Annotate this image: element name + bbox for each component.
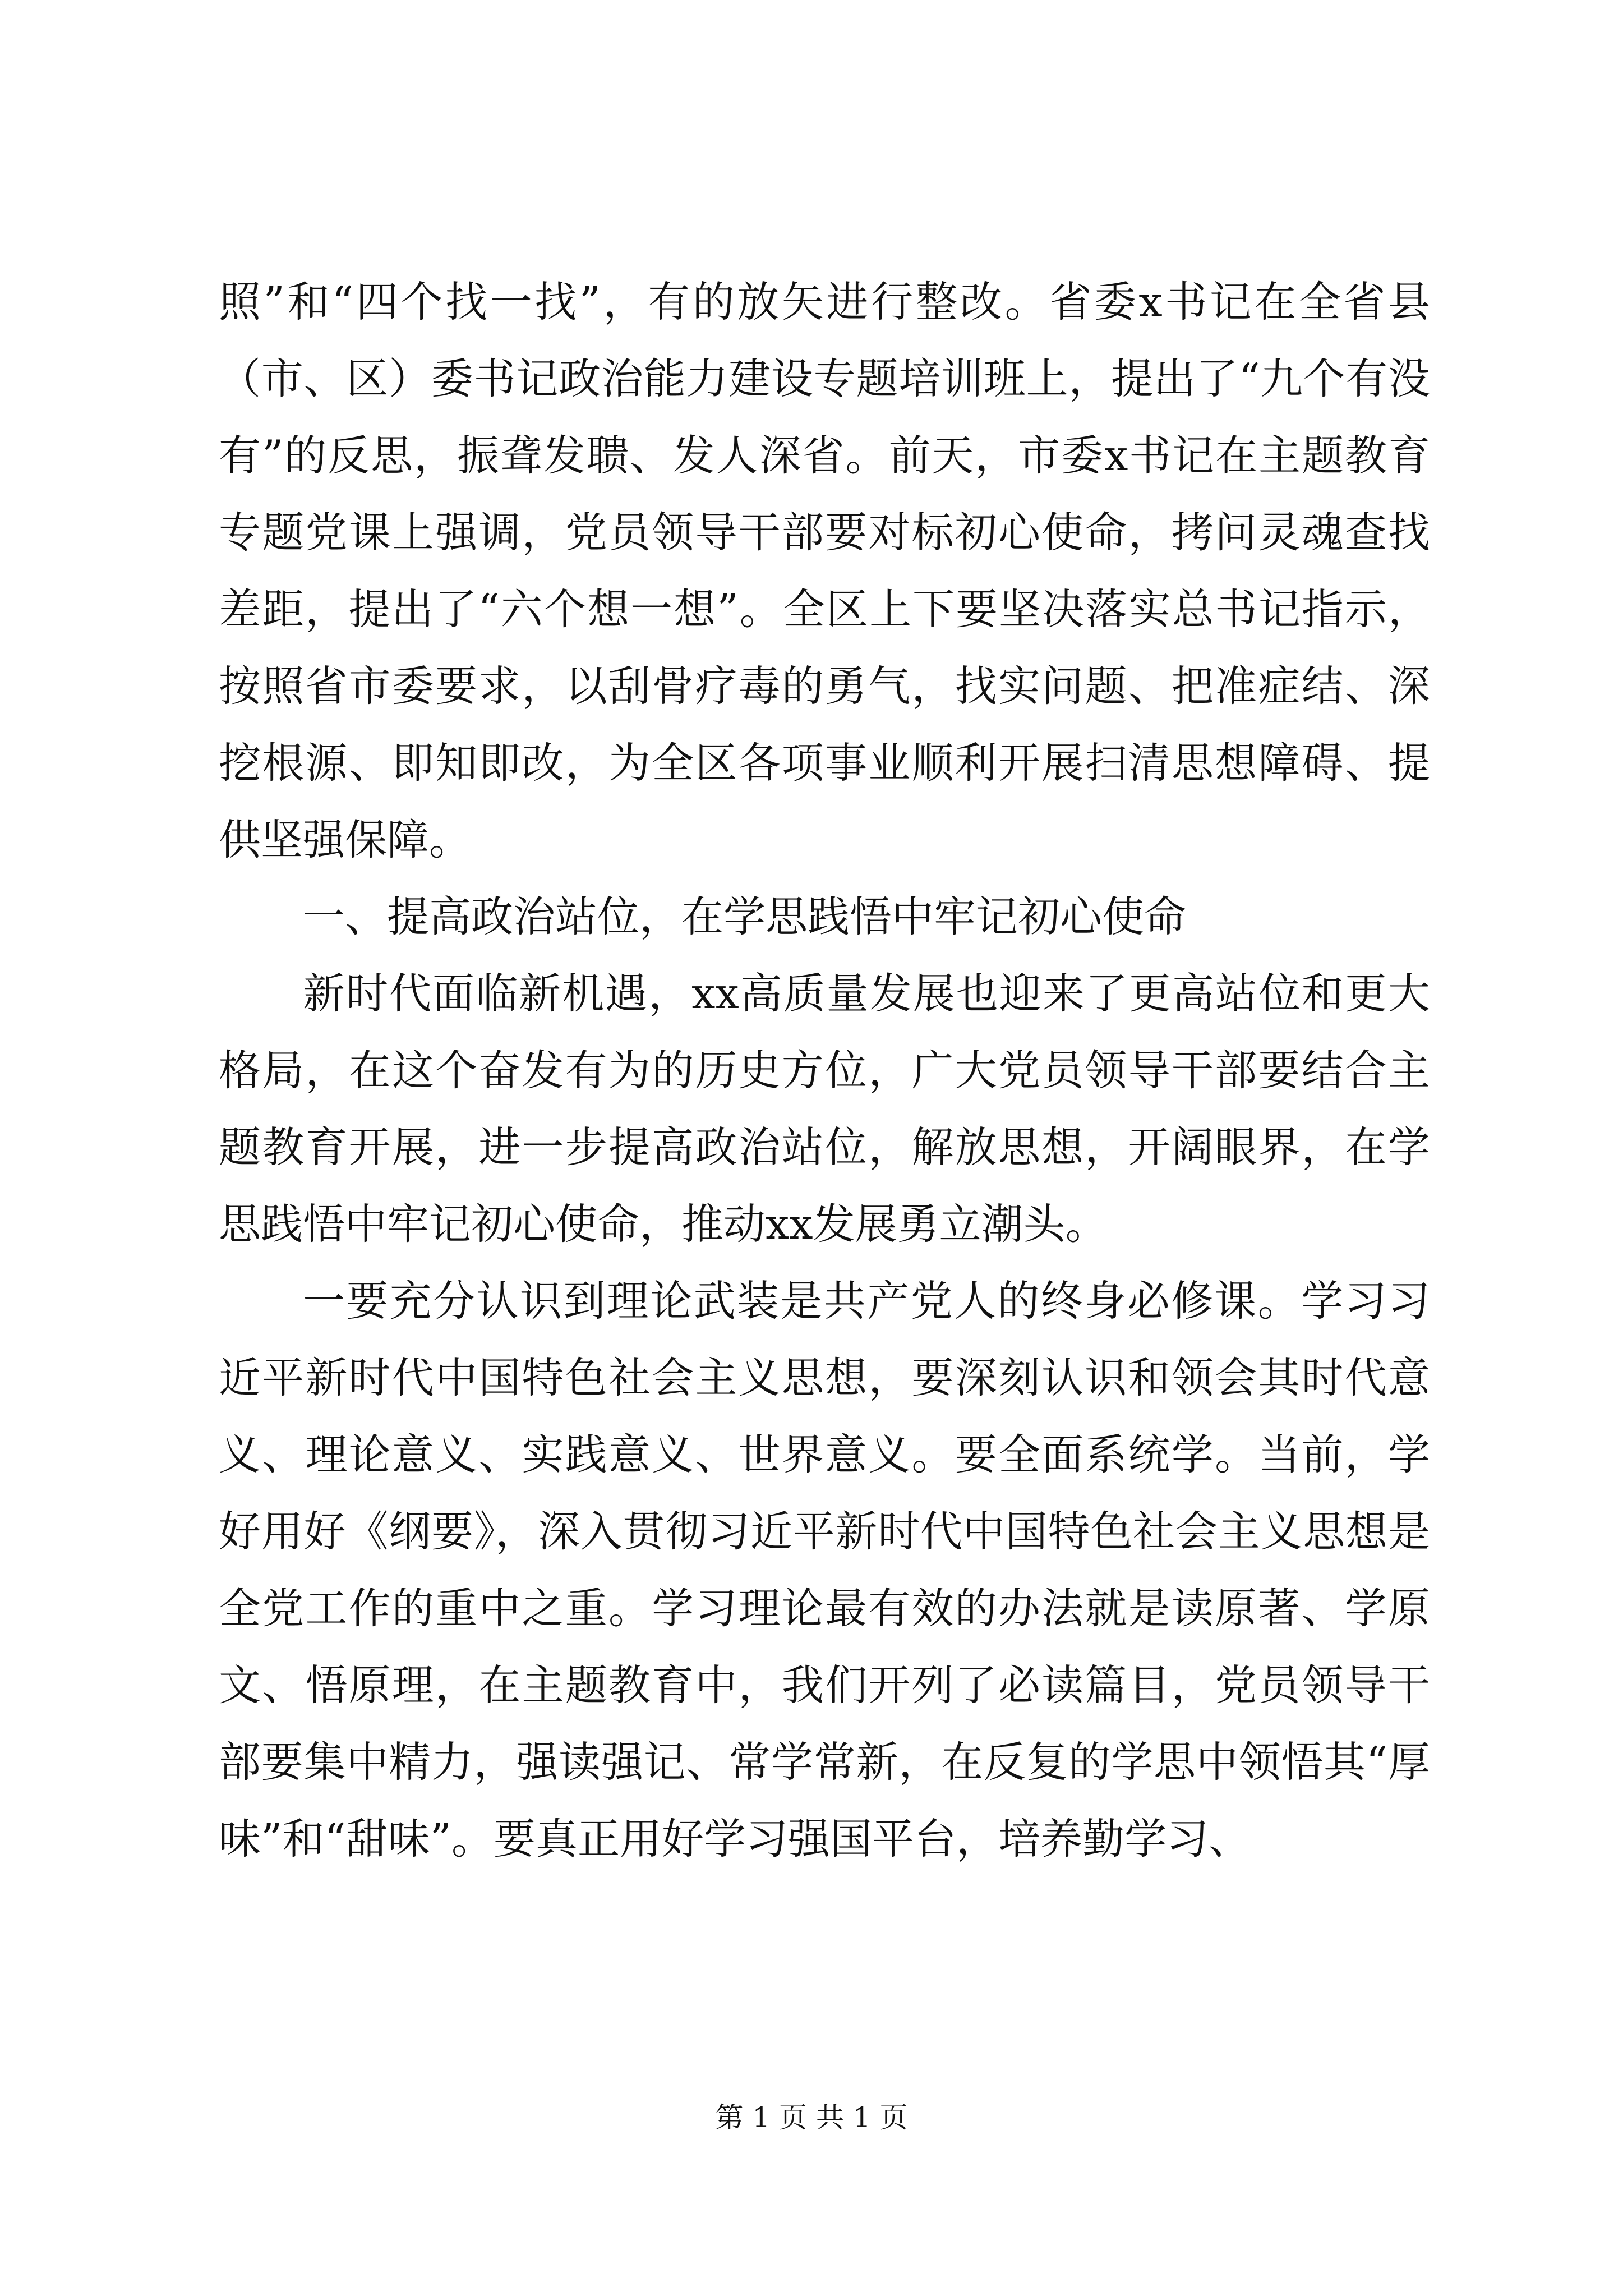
- paragraph-continuation: 照”和“四个找一找”，有的放矢进行整改。省委x书记在全省县（市、区）委书记政治能力建设专题培训班上，提出了“九个有没有”的反思，振聋发聩、发人深省。前天，市委x书记在主题教育专题党课上强调，党员领导干部要对标初心使命，拷问灵魂查找差距，提出了“六个想一想”。全区上下要坚决落实总书记指示，按照省市委要求，以刮骨疗毒的勇气，找实问题、把准症结、深挖根源、即知即改，为全区各项事业顺利开展扫清思想障碍、提供坚强保障。: [219, 277, 1430, 864]
- paragraph-intro: 新时代面临新机遇，xx高质量发展也迎来了更高站位和更大格局，在这个奋发有为的历史方位，广大党员领导干部要结合主题教育开展，进一步提高政治站位，解放思想，开阔眼界，在学思践悟中牢记初心使命，推动xx发展勇立潮头。: [219, 969, 1430, 1249]
- paragraph-theory: 一要充分认识到理论武装是共产党人的终身必修课。学习习近平新时代中国特色社会主义思想，要深刻认识和领会其时代意义、理论意义、实践意义、世界意义。要全面系统学。当前，学好用好《纲要》，深入贯彻习近平新时代中国特色社会主义思想是全党工作的重中之重。学习理论最有效的办法就是读原著、学原文、悟原理，在主题教育中，我们开列了必读篇目，党员领导干部要集中精力，强读强记、常学常新，在反复的学思中领悟其“厚味”和“甜味”。要真正用好学习强国平台，培养勤学习、: [219, 1276, 1430, 1864]
- document-body: [219, 264, 1430, 1878]
- page-footer: 第 1 页 共 1 页: [715, 2101, 908, 2134]
- section-heading: 一、提高政治站位，在学思践悟中牢记初心使命: [303, 892, 1187, 941]
